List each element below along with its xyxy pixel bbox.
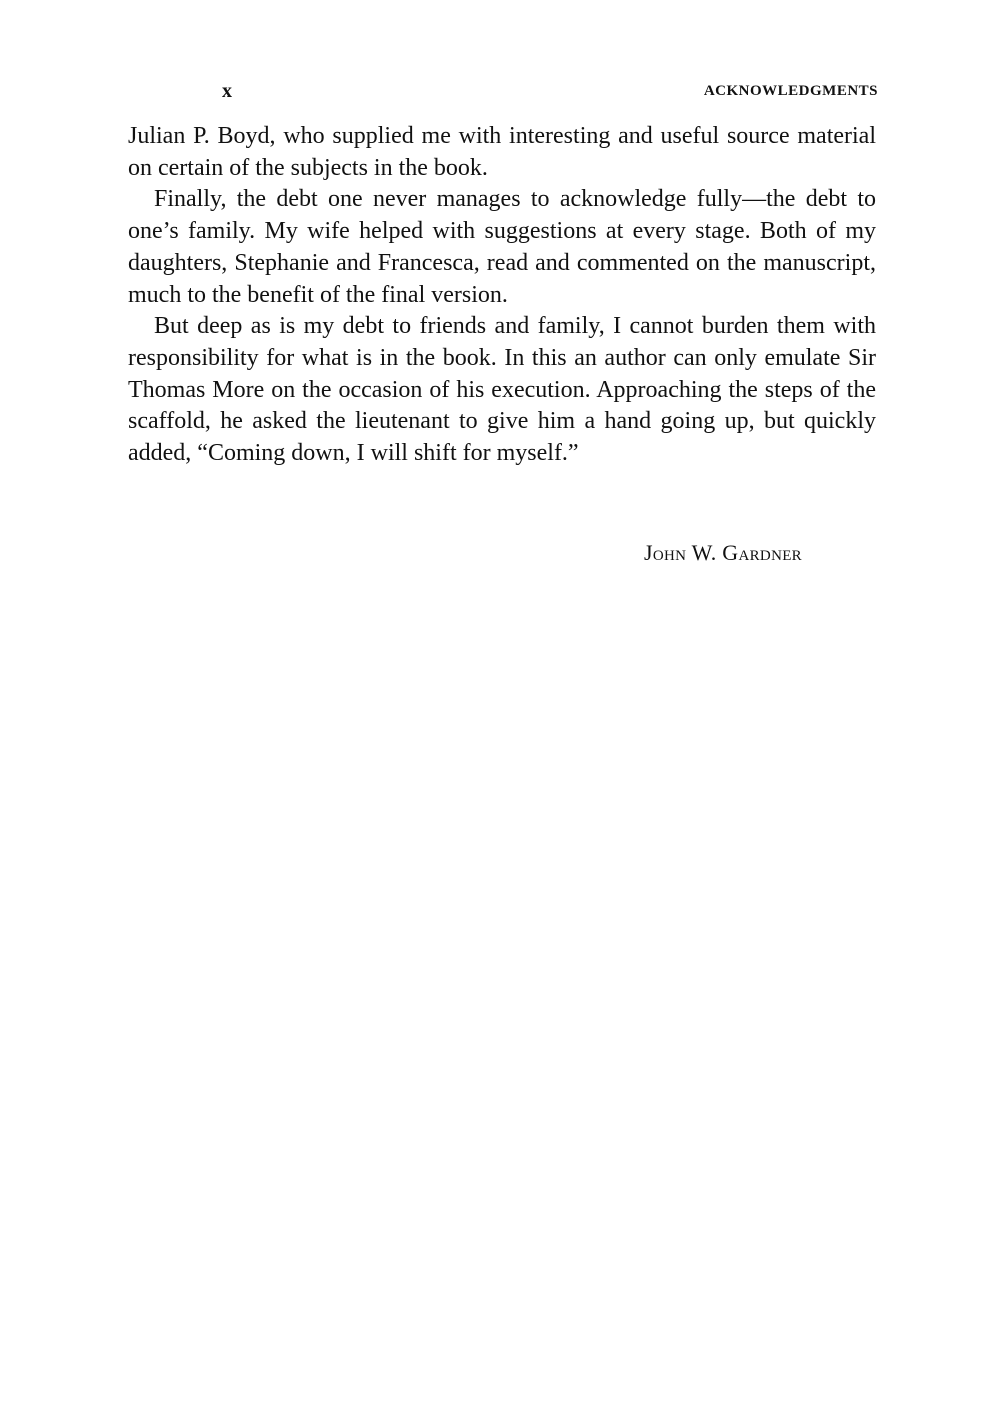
paragraph-continuation: Julian P. Boyd, who supplied me with interesting and useful source material on certain of the subjects in the book. [128,123,876,181]
running-head [222,80,878,108]
author-signature: John W. Gardner [644,540,802,565]
body-text [128,121,876,470]
paragraph-responsibility: But deep as is my debt to friends and family, I cannot burden them with responsibility for what is in the book. In this an author can only emulate Sir Thomas More on the occasion of his execution. Approaching the steps of the scaffold, he asked the lieutenant to give him a hand going up, but quickly added, “Coming down, I will shift for myself.” [128,313,876,467]
paragraph-family: Finally, the debt one never manages to acknowledge fully—the debt to one’s family. My wife helped with suggestions at every stage. Both of my daughters, Stephanie and Francesca, read and commented on the manuscript, much to the benefit of the final version. [128,186,876,308]
section-title: ACKNOWLEDGMENTS [703,83,878,99]
page-number: x [222,80,232,102]
